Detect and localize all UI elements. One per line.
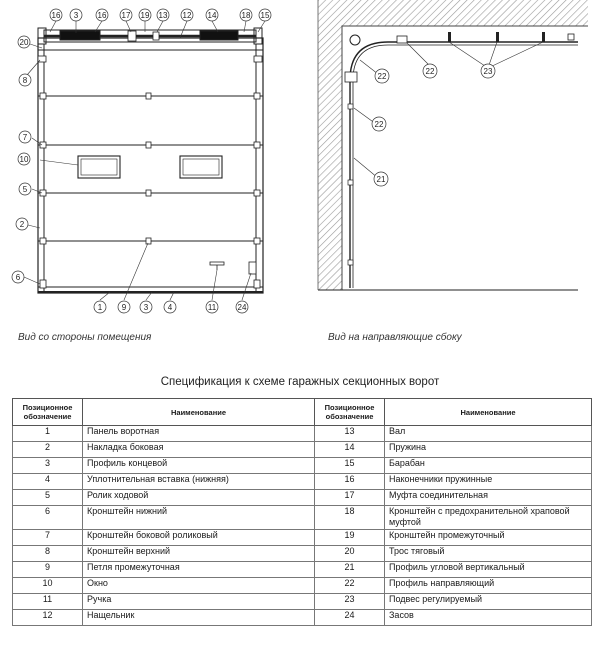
name-cell: Кронштейн промежуточный [385,530,592,546]
callout-3a [70,9,82,21]
spring-left [60,31,100,40]
name-cell: Кронштейн нижний [83,506,315,530]
svg-text:17: 17 [121,11,131,20]
callout-10 [18,153,30,165]
name-cell: Барабан [385,458,592,474]
header-position-left: Позиционное обозначение [13,399,83,426]
svg-text:19: 19 [140,11,150,20]
svg-text:12: 12 [182,11,192,20]
header-name-right: Наименование [385,399,592,426]
header-name-left: Наименование [83,399,315,426]
callout-24 [236,301,248,313]
svg-text:2: 2 [19,220,25,229]
svg-text:3: 3 [143,303,149,312]
callout-3b [140,301,152,313]
svg-text:9: 9 [121,303,127,312]
svg-text:10: 10 [19,155,29,164]
spec-title: Спецификация к схеме гаражных секционных ворот [160,376,440,388]
spec-header-row [13,399,592,426]
name-cell: Наконечники пружинные [385,474,592,490]
caption-front-view: Вид со стороны помещения [18,332,152,343]
callout-14 [206,9,218,21]
position-cell: 15 [315,458,385,474]
position-cell: 22 [315,578,385,594]
position-cell: 18 [315,506,385,530]
callout-18 [240,9,252,21]
callout-11 [206,301,218,313]
front-view-drawing [38,28,263,293]
caption-side-view: Вид на направляющие сбоку [328,332,462,343]
name-cell: Накладка боковая [83,442,315,458]
svg-text:4: 4 [167,303,173,312]
table-row [13,562,592,578]
callout-6 [12,271,24,283]
callout-17 [120,9,132,21]
handle [210,262,224,265]
svg-text:15: 15 [260,11,270,20]
position-cell: 24 [315,610,385,626]
table-row [13,506,592,530]
svg-text:13: 13 [158,11,168,20]
svg-text:16: 16 [51,11,61,20]
callout-23 [481,64,495,78]
table-row [13,458,592,474]
table-row [13,426,592,442]
name-cell: Панель воротная [83,426,315,442]
position-cell: 14 [315,442,385,458]
position-cell: 17 [315,490,385,506]
callout-2 [16,218,28,230]
name-cell: Петля промежуточная [83,562,315,578]
name-cell: Засов [385,610,592,626]
callout-9 [118,301,130,313]
side-view-drawing [318,0,588,290]
table-row [13,530,592,546]
position-cell: 20 [315,546,385,562]
name-cell: Муфта соединительная [385,490,592,506]
name-cell: Ручка [83,594,315,610]
callout-15 [259,9,271,21]
name-cell: Профиль направляющий [385,578,592,594]
svg-text:1: 1 [97,303,103,312]
svg-text:14: 14 [207,11,217,20]
table-row [13,610,592,626]
callout-4 [164,301,176,313]
name-cell: Пружина [385,442,592,458]
callout-21 [374,172,388,186]
callout-8 [19,74,31,86]
position-cell: 1 [13,426,83,442]
svg-text:6: 6 [15,273,21,282]
position-cell: 4 [13,474,83,490]
spring-right [200,31,238,40]
name-cell: Подвес регулируемый [385,594,592,610]
position-cell: 10 [13,578,83,594]
svg-text:24: 24 [237,303,247,312]
name-cell: Профиль концевой [83,458,315,474]
name-cell: Трос тяговый [385,546,592,562]
callout-22c [372,117,386,131]
door-frame [38,38,263,293]
window-left [78,156,120,178]
svg-text:23: 23 [483,67,493,76]
svg-text:20: 20 [19,38,29,47]
name-cell: Нащельник [83,610,315,626]
table-row [13,442,592,458]
callout-22b [423,64,437,78]
name-cell: Окно [83,578,315,594]
callout-5 [19,183,31,195]
name-cell: Вал [385,426,592,442]
table-row [13,474,592,490]
position-cell: 8 [13,546,83,562]
name-cell: Ролик ходовой [83,490,315,506]
position-cell: 13 [315,426,385,442]
position-cell: 11 [13,594,83,610]
callout-16b [96,9,108,21]
front-callouts [12,9,271,313]
callout-12 [181,9,193,21]
position-cell: 5 [13,490,83,506]
svg-text:11: 11 [207,303,217,312]
position-cell: 2 [13,442,83,458]
callout-16a [50,9,62,21]
svg-text:22: 22 [377,72,387,81]
front-leader-lines [24,21,265,300]
name-cell: Кронштейн верхний [83,546,315,562]
svg-text:22: 22 [425,67,435,76]
position-cell: 6 [13,506,83,530]
window-right [180,156,222,178]
callout-13 [157,9,169,21]
position-cell: 3 [13,458,83,474]
svg-text:3: 3 [73,11,79,20]
drum-side [350,35,360,45]
table-row [13,546,592,562]
name-cell: Кронштейн боковой роликовый [83,530,315,546]
callout-22a [375,69,389,83]
name-cell: Уплотнительная вставка (нижняя) [83,474,315,490]
svg-text:22: 22 [374,120,384,129]
svg-text:16: 16 [97,11,107,20]
name-cell: Профиль угловой вертикальный [385,562,592,578]
position-cell: 9 [13,562,83,578]
latch [249,262,256,274]
svg-text:18: 18 [241,11,251,20]
position-cell: 7 [13,530,83,546]
position-cell: 16 [315,474,385,490]
position-cell: 12 [13,610,83,626]
spec-table [12,398,592,626]
name-cell: Кронштейн с предохранительной храповой муфтой [385,506,592,530]
header-position-right: Позиционное обозначение [315,399,385,426]
position-cell: 19 [315,530,385,546]
svg-text:5: 5 [22,185,28,194]
callout-1 [94,301,106,313]
position-cell: 23 [315,594,385,610]
svg-text:7: 7 [22,133,28,142]
callout-19 [139,9,151,21]
callout-7 [19,131,31,143]
svg-text:21: 21 [376,175,386,184]
table-row [13,594,592,610]
table-row [13,490,592,506]
position-cell: 21 [315,562,385,578]
callout-20 [18,36,30,48]
table-row [13,578,592,594]
svg-text:8: 8 [22,76,28,85]
